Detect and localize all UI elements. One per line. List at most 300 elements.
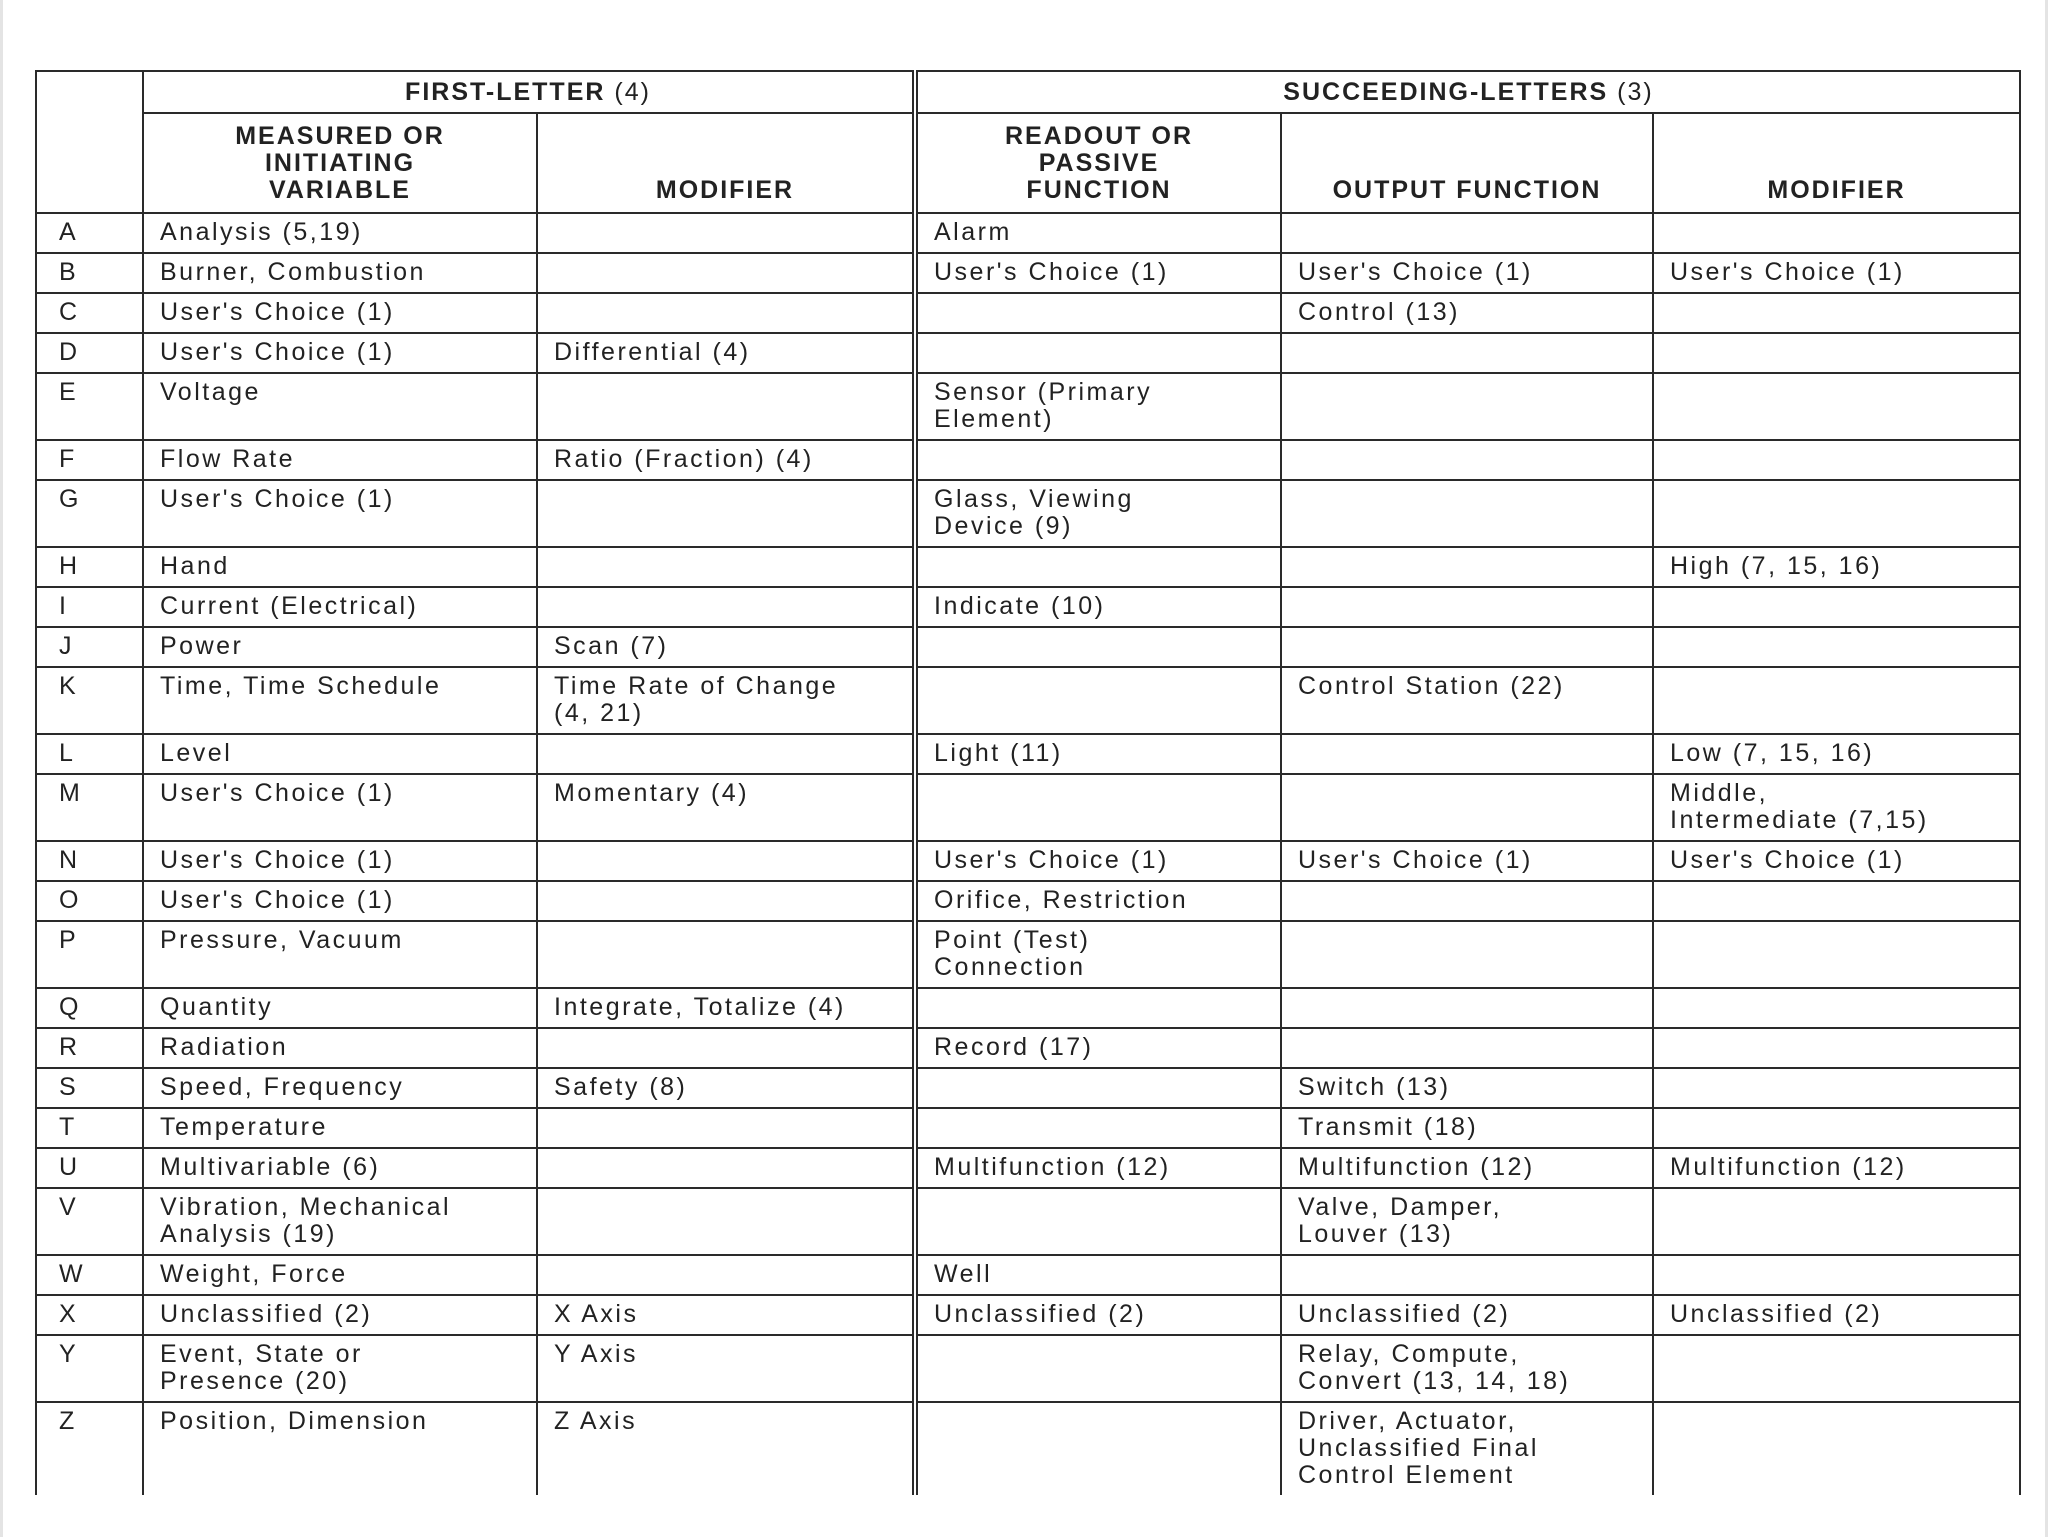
row-letter-text: Z <box>59 1407 77 1435</box>
column-header-succeeding-modifier: MODIFIER <box>1653 113 2020 213</box>
row-letter <box>36 1295 143 1335</box>
measured-variable-cell-text: Unclassified (2) <box>160 1300 373 1328</box>
table-row <box>36 587 2020 627</box>
output-function-cell <box>1281 293 1653 333</box>
first-modifier-cell-text: Scan (7) <box>554 632 669 660</box>
measured-variable-cell <box>143 734 537 774</box>
succeeding-modifier-cell-text: High (7, 15, 16) <box>1670 552 1883 580</box>
row-letter-text: D <box>59 338 80 366</box>
output-function-cell-text <box>1282 374 1652 385</box>
letter-column-header <box>36 71 143 213</box>
succeeding-modifier-cell <box>1653 1188 2020 1255</box>
first-modifier-cell-text <box>538 481 912 492</box>
succeeding-modifier-cell <box>1653 547 2020 587</box>
row-letter <box>36 1108 143 1148</box>
succeeding-modifier-cell <box>1653 213 2020 253</box>
succeeding-modifier-cell <box>1653 734 2020 774</box>
readout-function-cell-text: Unclassified (2) <box>934 1300 1147 1328</box>
measured-variable-cell-text: Temperature <box>160 1113 328 1141</box>
measured-variable-cell-text: Pressure, Vacuum <box>160 926 404 954</box>
output-function-cell <box>1281 881 1653 921</box>
readout-function-cell-text: Sensor (Primary Element) <box>934 378 1153 433</box>
row-letter-text: X <box>59 1300 79 1328</box>
table-row <box>36 774 2020 841</box>
output-function-cell-text <box>1282 441 1652 452</box>
row-letter-text: J <box>59 632 74 660</box>
output-function-cell-text <box>1282 735 1652 746</box>
row-letter <box>36 988 143 1028</box>
first-modifier-cell-text <box>538 842 912 853</box>
output-function-cell <box>1281 587 1653 627</box>
succeeding-letters-title: SUCCEEDING-LETTERS <box>1283 77 1609 106</box>
measured-variable-cell <box>143 253 537 293</box>
succeeding-modifier-cell-text <box>1654 882 2019 893</box>
measured-variable-cell <box>143 587 537 627</box>
succeeding-modifier-cell-text <box>1654 628 2019 639</box>
first-letter-note: (4) <box>614 77 651 106</box>
readout-function-cell <box>915 587 1281 627</box>
row-letter-text: H <box>59 552 80 580</box>
first-modifier-cell-text <box>538 1109 912 1120</box>
page-left-edge <box>0 0 3 1537</box>
row-letter <box>36 1148 143 1188</box>
row-letter-text: B <box>59 258 79 286</box>
group-header-row <box>36 71 2020 113</box>
table-row <box>36 1148 2020 1188</box>
first-modifier-cell-text <box>538 294 912 305</box>
output-function-cell-text <box>1282 922 1652 933</box>
row-letter <box>36 1068 143 1108</box>
readout-function-cell <box>915 253 1281 293</box>
output-function-cell <box>1281 667 1653 734</box>
first-modifier-cell <box>537 1148 915 1188</box>
succeeding-modifier-cell-text: User's Choice (1) <box>1670 846 1905 874</box>
output-function-cell <box>1281 1255 1653 1295</box>
table-row <box>36 1188 2020 1255</box>
measured-variable-cell <box>143 1028 537 1068</box>
first-modifier-cell <box>537 921 915 988</box>
column-header-first-modifier: MODIFIER <box>537 113 915 213</box>
readout-function-cell-text: Record (17) <box>934 1033 1094 1061</box>
output-function-cell-text: User's Choice (1) <box>1298 846 1533 874</box>
succeeding-modifier-cell-text <box>1654 441 2019 452</box>
measured-variable-cell <box>143 293 537 333</box>
readout-function-cell <box>915 213 1281 253</box>
succeeding-modifier-cell-text <box>1654 481 2019 492</box>
measured-variable-cell <box>143 1255 537 1295</box>
succeeding-modifier-cell-text <box>1654 922 2019 933</box>
readout-function-cell <box>915 373 1281 440</box>
measured-variable-cell <box>143 881 537 921</box>
first-modifier-cell <box>537 1028 915 1068</box>
measured-variable-cell <box>143 333 537 373</box>
table-body <box>36 213 2020 1495</box>
first-modifier-cell-text: Z Axis <box>554 1407 638 1435</box>
succeeding-modifier-cell <box>1653 774 2020 841</box>
table-row <box>36 1295 2020 1335</box>
succeeding-modifier-cell-text <box>1654 1189 2019 1200</box>
output-function-cell-text: Transmit (18) <box>1298 1113 1479 1141</box>
table-row <box>36 1028 2020 1068</box>
succeeding-modifier-cell-text <box>1654 374 2019 385</box>
table-row <box>36 440 2020 480</box>
measured-variable-cell-text: Weight, Force <box>160 1260 348 1288</box>
succeeding-modifier-cell <box>1653 1068 2020 1108</box>
row-letter <box>36 440 143 480</box>
readout-function-cell <box>915 1255 1281 1295</box>
first-modifier-cell <box>537 1335 915 1402</box>
first-modifier-cell <box>537 587 915 627</box>
row-letter-text: E <box>59 378 79 406</box>
table-row <box>36 253 2020 293</box>
output-function-cell-text: Control Station (22) <box>1298 672 1565 700</box>
succeeding-modifier-cell <box>1653 373 2020 440</box>
first-modifier-cell <box>537 1255 915 1295</box>
table-row <box>36 734 2020 774</box>
succeeding-modifier-cell <box>1653 480 2020 547</box>
readout-function-cell-text: Indicate (10) <box>934 592 1106 620</box>
succeeding-modifier-cell <box>1653 1148 2020 1188</box>
succeeding-modifier-cell-text <box>1654 294 2019 305</box>
succeeding-modifier-cell <box>1653 988 2020 1028</box>
row-letter <box>36 774 143 841</box>
succeeding-modifier-cell-text <box>1654 1403 2019 1414</box>
succeeding-modifier-cell <box>1653 1295 2020 1335</box>
succeeding-letters-group-header <box>915 71 2020 113</box>
readout-function-cell-text <box>918 1189 1280 1200</box>
row-letter <box>36 667 143 734</box>
row-letter-text: Y <box>59 1340 79 1368</box>
output-function-cell <box>1281 1402 1653 1495</box>
table-row <box>36 373 2020 440</box>
row-letter <box>36 921 143 988</box>
succeeding-modifier-cell-text: User's Choice (1) <box>1670 258 1905 286</box>
first-modifier-cell-text: Safety (8) <box>554 1073 688 1101</box>
table-row <box>36 881 2020 921</box>
output-function-cell-text <box>1282 214 1652 225</box>
readout-function-cell <box>915 293 1281 333</box>
row-letter <box>36 1028 143 1068</box>
table-row <box>36 1068 2020 1108</box>
row-letter-text: I <box>59 592 69 620</box>
succeeding-modifier-cell-text <box>1654 1336 2019 1347</box>
succeeding-modifier-cell <box>1653 1255 2020 1295</box>
row-letter <box>36 1335 143 1402</box>
readout-function-cell <box>915 1295 1281 1335</box>
row-letter-text: F <box>59 445 77 473</box>
first-modifier-cell-text: Ratio (Fraction) (4) <box>554 445 814 473</box>
succeeding-modifier-cell <box>1653 667 2020 734</box>
succeeding-letters-note: (3) <box>1617 77 1654 106</box>
succeeding-modifier-cell-text <box>1654 989 2019 1000</box>
first-modifier-cell-text: X Axis <box>554 1300 639 1328</box>
row-letter <box>36 213 143 253</box>
output-function-cell <box>1281 734 1653 774</box>
measured-variable-cell-text: Level <box>160 739 233 767</box>
output-function-cell-text <box>1282 548 1652 559</box>
succeeding-modifier-cell <box>1653 841 2020 881</box>
readout-function-cell-text <box>918 1069 1280 1080</box>
row-letter <box>36 881 143 921</box>
first-modifier-cell <box>537 293 915 333</box>
succeeding-modifier-cell <box>1653 1028 2020 1068</box>
readout-function-cell-text <box>918 1109 1280 1120</box>
measured-variable-cell-text: Event, State or Presence (20) <box>160 1340 363 1395</box>
readout-function-cell <box>915 1402 1281 1495</box>
first-modifier-cell <box>537 333 915 373</box>
succeeding-modifier-cell-text <box>1654 668 2019 679</box>
readout-function-cell <box>915 627 1281 667</box>
first-modifier-cell-text <box>538 735 912 746</box>
readout-function-cell <box>915 988 1281 1028</box>
first-modifier-cell <box>537 480 915 547</box>
column-header-readout-function: READOUT OR PASSIVE FUNCTION <box>915 113 1281 213</box>
measured-variable-cell-text: Position, Dimension <box>160 1407 429 1435</box>
succeeding-modifier-cell-text <box>1654 588 2019 599</box>
output-function-cell <box>1281 1335 1653 1402</box>
measured-variable-cell <box>143 1335 537 1402</box>
readout-function-cell-text: Light (11) <box>934 739 1063 767</box>
readout-function-cell <box>915 547 1281 587</box>
column-header-measured-variable: MEASURED OR INITIATING VARIABLE <box>143 113 537 213</box>
first-modifier-cell-text: Momentary (4) <box>554 779 750 807</box>
first-modifier-cell-text <box>538 254 912 265</box>
measured-variable-cell-text: User's Choice (1) <box>160 846 395 874</box>
row-letter-text: Q <box>59 993 81 1021</box>
readout-function-cell-text: Glass, Viewing Device (9) <box>934 485 1134 540</box>
first-modifier-cell <box>537 1068 915 1108</box>
output-function-cell-text: Relay, Compute, Convert (13, 14, 18) <box>1298 1340 1571 1395</box>
row-letter-text: R <box>59 1033 80 1061</box>
succeeding-modifier-cell-text <box>1654 1029 2019 1040</box>
succeeding-modifier-cell <box>1653 921 2020 988</box>
first-modifier-cell <box>537 627 915 667</box>
succeeding-modifier-cell <box>1653 587 2020 627</box>
table-row <box>36 667 2020 734</box>
first-modifier-cell <box>537 1188 915 1255</box>
first-modifier-cell <box>537 373 915 440</box>
succeeding-modifier-cell-text: Middle, Intermediate (7,15) <box>1670 779 1929 834</box>
output-function-cell-text: User's Choice (1) <box>1298 258 1533 286</box>
row-letter <box>36 1402 143 1495</box>
row-letter-text: K <box>59 672 79 700</box>
measured-variable-cell-text: Hand <box>160 552 230 580</box>
first-letter-group-header <box>143 71 915 113</box>
output-function-cell-text: Switch (13) <box>1298 1073 1451 1101</box>
readout-function-cell-text <box>918 294 1280 305</box>
readout-function-cell-text: Alarm <box>934 218 1012 246</box>
first-modifier-cell <box>537 774 915 841</box>
succeeding-modifier-cell <box>1653 1402 2020 1495</box>
first-modifier-cell-text <box>538 1189 912 1200</box>
readout-function-cell <box>915 333 1281 373</box>
row-letter-text: A <box>59 218 79 246</box>
output-function-cell <box>1281 480 1653 547</box>
row-letter-text: S <box>59 1073 79 1101</box>
row-letter <box>36 841 143 881</box>
table-row <box>36 988 2020 1028</box>
output-function-cell-text <box>1282 775 1652 786</box>
output-function-cell <box>1281 1295 1653 1335</box>
first-modifier-cell-text <box>538 214 912 225</box>
row-letter <box>36 1188 143 1255</box>
readout-function-cell-text <box>918 334 1280 345</box>
succeeding-modifier-cell <box>1653 333 2020 373</box>
measured-variable-cell <box>143 921 537 988</box>
readout-function-cell <box>915 774 1281 841</box>
first-modifier-cell-text: Time Rate of Change (4, 21) <box>554 672 839 727</box>
readout-function-cell <box>915 1148 1281 1188</box>
row-letter <box>36 253 143 293</box>
row-letter <box>36 734 143 774</box>
measured-variable-cell-text: Quantity <box>160 993 274 1021</box>
row-letter-text: M <box>59 779 83 807</box>
output-function-cell-text: Valve, Damper, Louver (13) <box>1298 1193 1503 1248</box>
table-row <box>36 213 2020 253</box>
first-modifier-cell <box>537 253 915 293</box>
measured-variable-cell-text: Time, Time Schedule <box>160 672 442 700</box>
first-modifier-cell <box>537 440 915 480</box>
measured-variable-cell <box>143 547 537 587</box>
readout-function-cell <box>915 1028 1281 1068</box>
measured-variable-cell <box>143 373 537 440</box>
output-function-cell-text <box>1282 588 1652 599</box>
succeeding-modifier-cell-text <box>1654 334 2019 345</box>
succeeding-modifier-cell-text <box>1654 1256 2019 1267</box>
first-modifier-cell <box>537 734 915 774</box>
output-function-cell <box>1281 373 1653 440</box>
output-function-cell <box>1281 547 1653 587</box>
output-function-cell-text <box>1282 334 1652 345</box>
readout-function-cell-text: User's Choice (1) <box>934 846 1169 874</box>
readout-function-cell-text <box>918 1403 1280 1414</box>
table-row <box>36 480 2020 547</box>
row-letter <box>36 627 143 667</box>
measured-variable-cell-text: Vibration, Mechanical Analysis (19) <box>160 1193 452 1248</box>
first-modifier-cell-text <box>538 548 912 559</box>
table-row <box>36 1255 2020 1295</box>
output-function-cell-text <box>1282 1029 1652 1040</box>
row-letter-text: G <box>59 485 81 513</box>
output-function-cell-text: Driver, Actuator, Unclassified Final Control Element <box>1298 1407 1539 1489</box>
succeeding-modifier-cell <box>1653 253 2020 293</box>
succeeding-modifier-cell-text <box>1654 1069 2019 1080</box>
table-row <box>36 547 2020 587</box>
first-modifier-cell <box>537 213 915 253</box>
first-modifier-cell-text <box>538 1029 912 1040</box>
row-letter <box>36 1255 143 1295</box>
first-modifier-cell <box>537 988 915 1028</box>
measured-variable-cell-text: User's Choice (1) <box>160 298 395 326</box>
row-letter <box>36 333 143 373</box>
row-letter-text: T <box>59 1113 77 1141</box>
readout-function-cell-text <box>918 548 1280 559</box>
readout-function-cell-text <box>918 628 1280 639</box>
output-function-cell <box>1281 774 1653 841</box>
succeeding-modifier-cell-text: Multifunction (12) <box>1670 1153 1907 1181</box>
first-modifier-cell <box>537 881 915 921</box>
readout-function-cell-text: Point (Test) Connection <box>934 926 1091 981</box>
table-row <box>36 1402 2020 1495</box>
output-function-cell <box>1281 1068 1653 1108</box>
row-letter <box>36 293 143 333</box>
first-letter-title: FIRST-LETTER <box>405 77 606 106</box>
first-modifier-cell-text <box>538 588 912 599</box>
readout-function-cell-text: Orifice, Restriction <box>934 886 1189 914</box>
readout-function-cell-text <box>918 775 1280 786</box>
measured-variable-cell <box>143 1148 537 1188</box>
succeeding-modifier-cell-text: Low (7, 15, 16) <box>1670 739 1875 767</box>
table-row <box>36 921 2020 988</box>
succeeding-modifier-cell-text <box>1654 1109 2019 1120</box>
table-row <box>36 841 2020 881</box>
row-letter <box>36 587 143 627</box>
output-function-cell-text <box>1282 481 1652 492</box>
row-letter-text: U <box>59 1153 80 1181</box>
readout-function-cell <box>915 1108 1281 1148</box>
first-modifier-cell <box>537 841 915 881</box>
measured-variable-cell-text: User's Choice (1) <box>160 338 395 366</box>
row-letter <box>36 480 143 547</box>
readout-function-cell-text <box>918 989 1280 1000</box>
measured-variable-cell <box>143 774 537 841</box>
succeeding-modifier-cell-text: Unclassified (2) <box>1670 1300 1883 1328</box>
first-modifier-cell-text <box>538 1149 912 1160</box>
measured-variable-cell-text: User's Choice (1) <box>160 485 395 513</box>
measured-variable-cell <box>143 627 537 667</box>
first-modifier-cell-text <box>538 1256 912 1267</box>
output-function-cell-text: Multifunction (12) <box>1298 1153 1535 1181</box>
output-function-cell <box>1281 1108 1653 1148</box>
succeeding-modifier-cell <box>1653 627 2020 667</box>
readout-function-cell-text <box>918 1336 1280 1347</box>
measured-variable-cell-text: User's Choice (1) <box>160 779 395 807</box>
succeeding-modifier-cell <box>1653 1108 2020 1148</box>
readout-function-cell <box>915 480 1281 547</box>
first-modifier-cell <box>537 547 915 587</box>
row-letter-text: W <box>59 1260 86 1288</box>
row-letter-text: C <box>59 298 80 326</box>
output-function-cell-text <box>1282 882 1652 893</box>
column-header-row <box>36 113 2020 213</box>
readout-function-cell <box>915 921 1281 988</box>
first-modifier-cell <box>537 1295 915 1335</box>
succeeding-modifier-cell <box>1653 1335 2020 1402</box>
readout-function-cell <box>915 1335 1281 1402</box>
readout-function-cell-text: Well <box>934 1260 993 1288</box>
table-row <box>36 333 2020 373</box>
table-row <box>36 293 2020 333</box>
output-function-cell-text: Unclassified (2) <box>1298 1300 1511 1328</box>
measured-variable-cell-text: Current (Electrical) <box>160 592 419 620</box>
measured-variable-cell-text: Speed, Frequency <box>160 1073 405 1101</box>
measured-variable-cell <box>143 988 537 1028</box>
measured-variable-cell-text: Voltage <box>160 378 261 406</box>
row-letter <box>36 547 143 587</box>
readout-function-cell <box>915 734 1281 774</box>
measured-variable-cell <box>143 841 537 881</box>
output-function-cell <box>1281 1188 1653 1255</box>
output-function-cell-text: Control (13) <box>1298 298 1460 326</box>
measured-variable-cell <box>143 480 537 547</box>
readout-function-cell <box>915 1068 1281 1108</box>
first-modifier-cell <box>537 667 915 734</box>
measured-variable-cell <box>143 440 537 480</box>
output-function-cell-text <box>1282 989 1652 1000</box>
output-function-cell <box>1281 921 1653 988</box>
row-letter-text: L <box>59 739 76 767</box>
readout-function-cell <box>915 440 1281 480</box>
